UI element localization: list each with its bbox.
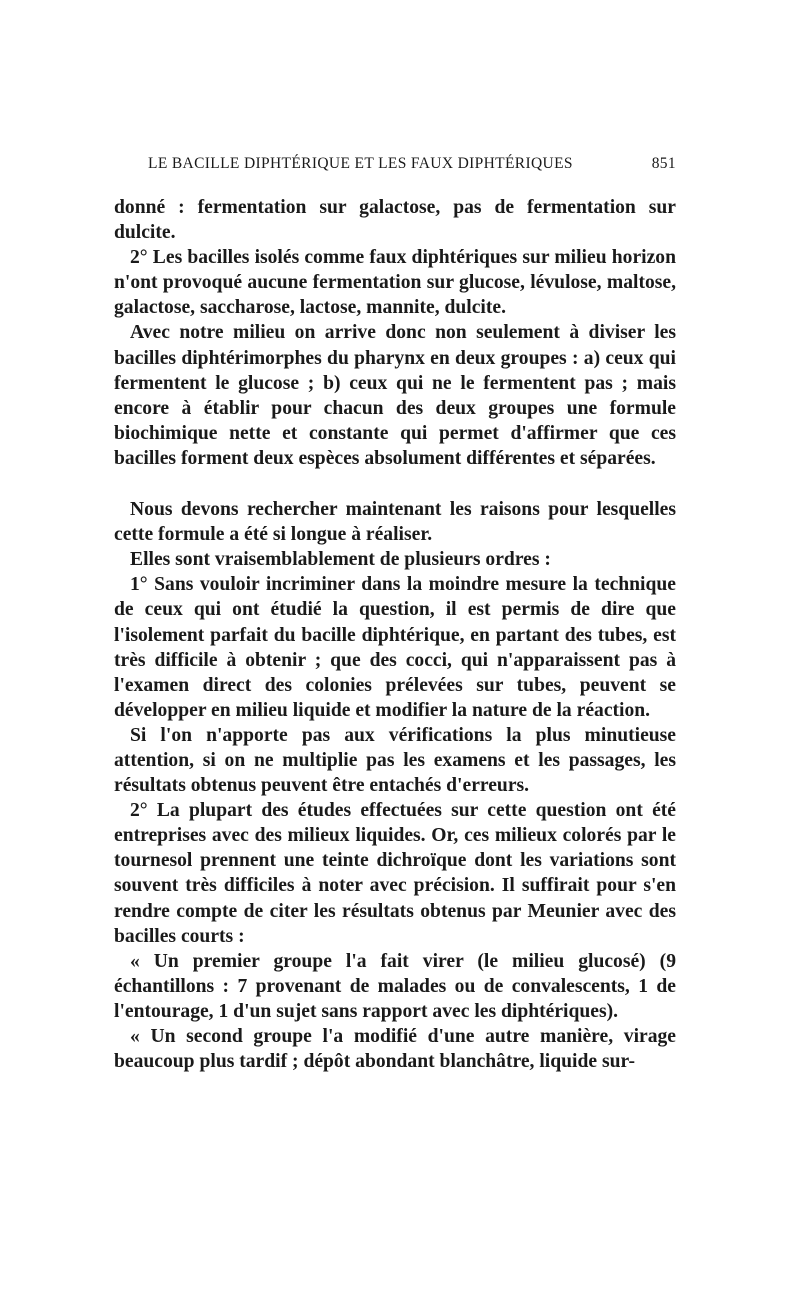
paragraph: Avec notre milieu on arrive donc non seulement à diviser les bacilles diphtérimorphes du pharynx en deux groupes : a) ceux qui fermentent le glucose ; b) ceux qui ne le fermentent pas ; mais encore à établir pour chacun des deux groupes une formule biochimique nette et constante qui permet d'affirmer que ces bacilles forment deux espèces absolument différentes et séparées. (114, 322, 676, 469)
quoted-paragraph: « Un second groupe l'a modifié d'une autre manière, virage beaucoup plus tardif ; dépôt abondant blanchâtre, liquide sur- (114, 1026, 676, 1073)
paragraph: Nous devons rechercher maintenant les raisons pour lesquelles cette formule a été si longue à réaliser. (114, 499, 676, 546)
paragraph: 2° La plupart des études effectuées sur cette question ont été entreprises avec des milieux liquides. Or, ces milieux colorés par le tournesol prennent une teinte dichroïque dont les variations sont souvent très difficiles à noter avec précision. Il suffirait pour s'en rendre compte de citer les résultats obtenus par Meunier avec des bacilles courts : (114, 800, 676, 947)
running-head-title: LE BACILLE DIPHTÉRIQUE ET LES FAUX DIPHTÉRIQUES (148, 155, 573, 172)
page (114, 155, 676, 1074)
page-number: 851 (651, 155, 676, 172)
quoted-paragraph: « Un premier groupe l'a fait virer (le milieu glucosé) (9 échantillons : 7 provenant de malades ou de convalescents, 1 de l'entourage, 1 d'un sujet sans rapport avec les diphtériques). (114, 950, 676, 1022)
paragraph: 2° Les bacilles isolés comme faux diphtériques sur milieu horizon n'ont provoqué aucune fermentation sur glucose, lévulose, maltose, galactose, saccharose, lactose, mannite, dulcite. (114, 247, 676, 319)
paragraph: Si l'on n'apporte pas aux vérifications la plus minutieuse attention, si on ne multiplie pas les examens et les passages, les résultats obtenus peuvent être entachés d'erreurs. (114, 724, 676, 797)
section-gap (114, 471, 676, 497)
paragraph: 1° Sans vouloir incriminer dans la moindre mesure la technique de ceux qui ont étudié la question, il est permis de dire que l'isolement parfait du bacille diphtérique, en partant des tubes, est très difficile à obtenir ; que des cocci, qui n'apparaissent pas à l'examen direct des colonies prélevées sur tubes, peuvent se développer en milieu liquide et modifier la nature de la réaction. (114, 574, 676, 721)
running-head (114, 155, 676, 177)
paragraph-continued: donné : fermentation sur galactose, pas de fermentation sur dulcite. (114, 197, 676, 244)
body-text (114, 195, 676, 1074)
paragraph: Elles sont vraisemblablement de plusieurs ordres : (130, 549, 551, 571)
